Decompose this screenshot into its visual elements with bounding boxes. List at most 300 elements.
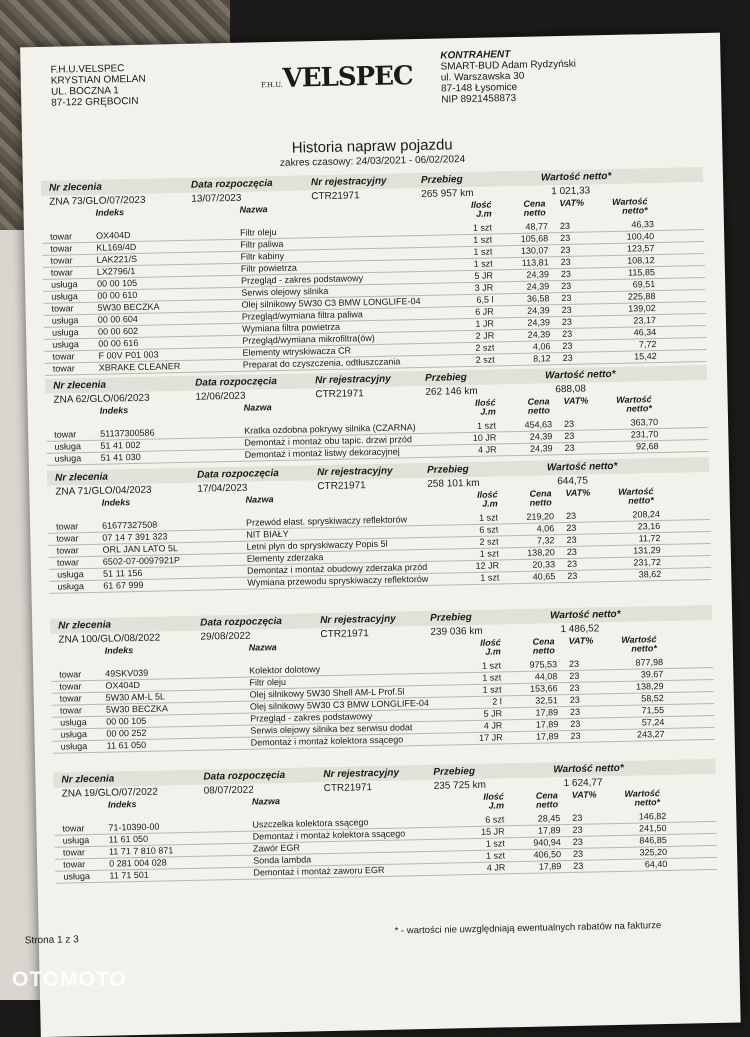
price-header: Cena netto <box>527 396 550 416</box>
price-header: Cena netto <box>529 488 552 508</box>
item-type: usługa <box>51 291 78 302</box>
item-index: 00 00 252 <box>106 727 147 739</box>
item-value: 138,29 <box>635 680 664 692</box>
item-vat: 23 <box>573 860 584 871</box>
item-index: 71-10390-00 <box>108 821 160 833</box>
item-qty: 1 szt <box>480 572 500 583</box>
item-index: 51 41 030 <box>100 451 141 463</box>
item-vat: 23 <box>560 232 571 244</box>
item-index: 49SKV039 <box>105 667 149 679</box>
item-type: towar <box>50 255 73 266</box>
item-qty: 1 szt <box>482 684 502 695</box>
item-qty: 6 JR <box>475 306 494 317</box>
item-value: 225,88 <box>627 291 656 302</box>
item-qty: 4 JR <box>477 444 497 455</box>
item-name: Przewód elast. spryskiwaczy reflektorów <box>245 514 408 528</box>
item-vat: 23 <box>572 824 583 835</box>
item-qty: 1 szt <box>476 420 497 431</box>
item-type: usługa <box>52 339 79 350</box>
item-name: Kolektor dolotowy <box>249 664 321 676</box>
order-total: 1 624,77 <box>563 777 603 790</box>
item-index: 5W30 BECZKA <box>105 703 169 715</box>
item-type: usługa <box>63 871 91 882</box>
item-type: usługa <box>51 315 79 326</box>
order-number: ZNA 100/GLO/08/2022 <box>58 632 161 646</box>
index-header: Indeks <box>104 645 134 656</box>
order-number: ZNA 73/GLO/07/2023 <box>49 194 146 208</box>
item-value: 39,67 <box>640 668 664 680</box>
item-index: 51137300586 <box>100 427 155 439</box>
item-type: usługa <box>50 279 78 290</box>
item-vat: 23 <box>560 244 571 256</box>
item-index: LX2796/1 <box>96 265 136 277</box>
page-number: Strona 1 z 3 <box>24 934 79 947</box>
item-qty: 1 JR <box>475 318 495 329</box>
item-name: Olej silnikowy 5W30 Shell AM-L Prof.5l <box>249 686 405 700</box>
value-header: Wartość netto* <box>618 486 654 506</box>
footnote: * - wartości nie uwzględniają ewentualnych rabatów na fakturze <box>394 920 662 937</box>
item-name: Filtr powietrza <box>240 262 297 274</box>
vat-header: VAT% <box>565 487 591 499</box>
item-type: towar <box>63 859 86 870</box>
item-index: 11 61 050 <box>106 739 147 751</box>
item-value: 231,70 <box>630 429 659 440</box>
item-value: 325,20 <box>639 846 668 858</box>
start-date: 08/07/2022 <box>203 784 254 797</box>
item-index: 11 61 050 <box>108 833 149 845</box>
item-value: 71,55 <box>641 704 665 716</box>
vat-header: VAT% <box>559 197 585 209</box>
item-price: 406,50 <box>533 849 562 860</box>
item-type: towar <box>62 847 86 858</box>
item-type: towar <box>62 823 85 834</box>
item-vat: 23 <box>566 558 578 569</box>
start-date-label: Data rozpoczęcia <box>190 178 273 191</box>
item-price: 138,20 <box>527 547 555 558</box>
item-index: F 00V P01 003 <box>98 349 159 361</box>
item-type: towar <box>50 267 73 278</box>
item-index: LAK221/S <box>96 253 138 265</box>
item-name: Przegląd - zakres podstawowy <box>240 273 364 286</box>
net-value-label: Wartość netto* <box>544 368 616 382</box>
start-date-label: Data rozpoczęcia <box>196 468 279 481</box>
item-type: towar <box>49 231 73 242</box>
item-qty: 1 szt <box>482 672 502 683</box>
item-price: 24,39 <box>527 305 550 316</box>
item-price: 32,51 <box>535 695 558 706</box>
item-type: towar <box>56 521 79 532</box>
item-vat: 23 <box>566 534 577 545</box>
item-qty: 15 JR <box>480 826 505 837</box>
item-value: 23,16 <box>637 521 661 532</box>
item-type: usługa <box>54 441 82 452</box>
item-vat: 23 <box>569 694 580 705</box>
item-vat: 23 <box>566 522 577 533</box>
item-name: Filtr kabiny <box>240 250 285 262</box>
item-vat: 23 <box>564 430 575 442</box>
item-qty: 1 szt <box>472 222 493 233</box>
price-header: Cena netto <box>532 636 555 656</box>
item-qty: 1 szt <box>485 850 506 861</box>
item-name: Przegląd - zakres podstawowy <box>250 711 373 724</box>
registration-number: CTR21971 <box>323 782 373 795</box>
order-total: 1 021,33 <box>551 185 591 198</box>
item-vat: 23 <box>561 316 573 328</box>
item-vat: 23 <box>569 658 580 669</box>
item-price: 17,89 <box>535 719 559 730</box>
item-index: OX404D <box>95 230 131 241</box>
item-index: 07 14 7 391 323 <box>102 531 168 543</box>
item-qty: 2 JR <box>475 330 495 341</box>
item-value: 243,27 <box>636 728 665 740</box>
item-value: 846,85 <box>639 834 667 846</box>
item-type: towar <box>52 351 75 362</box>
item-index: 6502-07-0097921P <box>102 555 181 567</box>
registration-number: CTR21971 <box>317 480 366 493</box>
mileage-label: Przebieg <box>426 464 469 476</box>
item-price: 24,39 <box>526 281 550 292</box>
order-number: ZNA 62/GLO/06/2023 <box>53 392 150 406</box>
item-value: 92,68 <box>635 441 659 452</box>
mileage: 239 036 km <box>430 625 483 638</box>
item-price: 113,81 <box>521 257 549 268</box>
item-vat: 23 <box>569 670 580 681</box>
item-value: 64,40 <box>644 858 668 870</box>
name-header: Nazwa <box>245 494 274 505</box>
qty-header: Ilość J.m <box>480 637 501 657</box>
item-value: 231,72 <box>633 557 662 568</box>
item-price: 105,68 <box>520 233 549 244</box>
item-index: 00 00 602 <box>97 325 139 337</box>
item-vat: 23 <box>560 256 571 268</box>
mileage: 262 146 km <box>425 385 478 398</box>
item-price: 153,66 <box>529 683 558 694</box>
item-value: 115,85 <box>627 267 656 278</box>
item-vat: 23 <box>561 292 572 304</box>
item-name: Wymiana filtra powietrza <box>241 321 341 334</box>
item-vat: 23 <box>564 442 575 454</box>
item-price: 24,39 <box>527 317 551 328</box>
item-type: towar <box>59 669 82 680</box>
item-price: 8,12 <box>533 353 551 364</box>
vat-header: VAT% <box>571 789 597 800</box>
item-qty: 1 szt <box>473 234 493 245</box>
item-value: 108,12 <box>627 255 655 266</box>
item-qty: 2 szt <box>479 536 499 547</box>
item-name: Olej silnikowy 5W30 C3 BMW LONGLIFE-04 <box>241 296 421 310</box>
repair-order <box>41 167 707 376</box>
mileage-label: Przebieg <box>430 611 472 624</box>
page-title: Historia napraw pojazdu <box>291 136 453 157</box>
item-type: usługa <box>57 569 84 580</box>
item-index: 5W30 AM-L 5L <box>105 691 166 703</box>
item-price: 24,39 <box>529 431 553 442</box>
start-date: 29/08/2022 <box>200 630 251 643</box>
qty-header: Ilość J.m <box>476 489 498 509</box>
net-value-label: Wartość netto* <box>540 170 612 184</box>
item-price: 4,06 <box>532 341 551 352</box>
item-price: 454,63 <box>524 419 553 430</box>
item-price: 7,32 <box>536 535 555 546</box>
item-qty: 1 szt <box>479 548 499 559</box>
item-name: Olej silnikowy 5W30 C3 BMW LONGLIFE-04 <box>249 697 430 712</box>
item-name: Filtr oleju <box>239 227 277 238</box>
item-price: 48,77 <box>525 221 549 232</box>
item-name: Demontaż i montaż kolektora ssącego <box>252 828 406 842</box>
item-price: 130,07 <box>520 245 549 256</box>
item-value: 100,40 <box>626 231 655 242</box>
item-index: 00 00 610 <box>97 289 138 301</box>
item-type: usługa <box>62 835 90 846</box>
item-qty: 1 szt <box>485 838 505 849</box>
contractor-address: KONTRAHENT SMART-BUD Adam Rydzyński ul. Warszawska 30 87-148 Łysomice NIP 8921458873 <box>440 49 577 106</box>
item-type: usługa <box>51 327 79 338</box>
start-date-label: Data rozpoczęcia <box>200 615 282 629</box>
item-name: Demontaż i montaż kolektora ssącego <box>250 734 404 748</box>
item-price: 40,65 <box>532 571 556 582</box>
start-date-label: Data rozpoczęcia <box>203 769 286 783</box>
item-vat: 23 <box>572 812 583 823</box>
item-vat: 23 <box>570 718 581 729</box>
item-index: 0 281 004 028 <box>109 857 167 869</box>
item-index: 00 00 105 <box>106 715 147 727</box>
item-price: 24,39 <box>526 269 550 280</box>
net-value-label: Wartość netto* <box>553 762 624 776</box>
item-name: Elementy zderzaka <box>246 552 324 564</box>
item-price: 17,89 <box>535 707 559 718</box>
item-vat: 23 <box>560 268 572 280</box>
item-value: 46,33 <box>631 219 655 230</box>
item-vat: 23 <box>562 352 573 364</box>
name-header: Nazwa <box>251 796 281 807</box>
item-index: 11 71 7 810 871 <box>108 845 174 857</box>
item-type: usługa <box>54 453 82 464</box>
item-vat: 23 <box>570 730 581 741</box>
mileage: 235 725 km <box>433 779 487 792</box>
item-type: towar <box>56 557 79 568</box>
item-name: Filtr oleju <box>249 676 287 688</box>
item-value: 877,98 <box>635 656 664 668</box>
item-value: 46,34 <box>633 327 657 338</box>
net-value-label: Wartość netto* <box>549 608 621 622</box>
item-value: 38,62 <box>638 569 662 580</box>
item-value: 58,52 <box>641 692 664 704</box>
item-vat: 23 <box>561 280 572 292</box>
item-qty: 5 JR <box>474 270 494 281</box>
item-qty: 2 l <box>492 696 502 707</box>
item-qty: 1 szt <box>473 258 493 269</box>
order-total: 688,08 <box>555 383 587 396</box>
index-header: Indeks <box>107 799 137 810</box>
item-qty: 5 JR <box>483 708 503 719</box>
repair-order <box>53 759 717 884</box>
price-header: Cena netto <box>523 198 546 218</box>
index-header: Indeks <box>95 207 125 218</box>
item-value: 241,50 <box>638 822 667 834</box>
item-value: 139,02 <box>628 303 656 314</box>
item-price: 24,39 <box>527 329 551 340</box>
item-name: Serwis olejowy silnika <box>241 285 329 298</box>
item-type: towar <box>56 533 79 544</box>
item-type: towar <box>59 693 82 704</box>
item-type: towar <box>50 243 73 254</box>
company-address: F.H.U.VELSPEC KRYSTIAN OMELAN UL. BOCZNA 1 87-122 GRĘBOCIN <box>50 63 146 109</box>
item-price: 17,89 <box>537 825 561 836</box>
item-value: 146,82 <box>638 810 667 822</box>
item-value: 57,24 <box>641 716 665 728</box>
item-index: KL169/4D <box>96 241 137 253</box>
item-price: 17,89 <box>538 861 562 872</box>
date-range: zakres czasowy: 24/03/2021 - 06/02/2024 <box>279 154 466 169</box>
item-index: OX404D <box>105 679 141 691</box>
item-qty: 6,5 l <box>476 294 494 305</box>
item-name: Kratka ozdobna pokrywy silnika (CZARNA) <box>244 422 416 436</box>
item-index: XBRAKE CLEANER <box>98 361 181 373</box>
item-index: 61677327508 <box>102 519 158 531</box>
item-value: 208,24 <box>632 509 661 520</box>
item-price: 28,45 <box>537 813 561 824</box>
reg-no-label: Nr rejestracyjny <box>310 175 387 189</box>
qty-header: Ilość J.m <box>475 397 496 417</box>
item-qty: 1 szt <box>478 512 499 523</box>
item-name: Zawór EGR <box>252 842 301 854</box>
item-name: Elementy wtryskiwacza CR <box>242 345 352 358</box>
order-total: 1 486,52 <box>560 623 600 636</box>
item-index: 00 00 604 <box>97 313 138 325</box>
item-price: 975,53 <box>529 659 558 670</box>
item-value: 69,51 <box>632 279 656 290</box>
name-header: Nazwa <box>239 204 268 215</box>
item-price: 17,89 <box>535 731 559 742</box>
reg-no-label: Nr rejestracyjny <box>316 465 393 479</box>
value-header: Wartość netto* <box>616 394 652 414</box>
item-value: 15,42 <box>634 351 657 362</box>
item-qty: 4 JR <box>486 862 506 873</box>
item-index: 61 67 999 <box>103 579 144 591</box>
item-price: 940,94 <box>533 837 561 848</box>
item-name: Przegląd/wymiana mikrofiltra(ów) <box>242 332 375 346</box>
item-index: 51 41 002 <box>100 439 141 451</box>
item-type: towar <box>51 303 74 314</box>
qty-header: Ilość J.m <box>483 791 505 811</box>
item-name: Serwis olejowy silnika bez serwisu dodat <box>250 722 413 736</box>
item-value: 131,29 <box>633 545 661 556</box>
item-qty: 17 JR <box>479 732 503 743</box>
item-index: 00 00 105 <box>96 277 138 289</box>
repair-order <box>50 605 715 754</box>
item-type: towar <box>56 545 79 556</box>
registration-number: CTR21971 <box>320 628 369 641</box>
item-type: towar <box>54 429 77 440</box>
item-type: towar <box>59 705 83 716</box>
item-name: Letni płyn do spryskiwaczy Popis 5l <box>246 538 388 552</box>
name-header: Nazwa <box>243 402 272 413</box>
item-price: 44,08 <box>534 671 558 682</box>
item-vat: 23 <box>562 328 573 340</box>
item-qty: 2 szt <box>475 342 495 353</box>
order-no-label: Nr zlecenia <box>48 181 102 194</box>
item-vat: 23 <box>569 682 580 693</box>
order-no-label: Nr zlecenia <box>58 619 112 632</box>
item-qty: 10 JR <box>472 432 497 443</box>
qty-header: Ilość J.m <box>470 199 492 219</box>
item-qty: 1 szt <box>473 246 493 257</box>
item-name: Przegląd/wymiana filtra paliwa <box>241 309 363 322</box>
item-vat: 23 <box>561 304 572 316</box>
item-vat: 23 <box>565 510 577 521</box>
order-no-label: Nr zlecenia <box>54 471 109 484</box>
repair-history-document <box>20 33 741 1037</box>
item-vat: 23 <box>563 418 575 430</box>
mileage-label: Przebieg <box>420 174 463 186</box>
item-price: 20,33 <box>532 559 556 570</box>
item-type: usługa <box>57 581 85 592</box>
company-logo: F.H.U.VELSPEC <box>260 61 414 94</box>
start-date: 12/06/2023 <box>195 390 246 403</box>
item-vat: 23 <box>572 836 583 847</box>
order-no-label: Nr zlecenia <box>53 379 107 392</box>
repair-order <box>45 365 709 466</box>
item-index: 5W30 BECZKA <box>97 301 160 313</box>
item-index: 11 71 501 <box>109 869 149 881</box>
item-value: 11,72 <box>638 533 661 544</box>
item-name: Demontaż i montaż obudowy zderzaka przód <box>246 561 428 576</box>
order-number: ZNA 19/GLO/07/2022 <box>61 786 158 800</box>
item-price: 4,06 <box>536 523 555 534</box>
value-header: Wartość netto* <box>621 634 657 654</box>
reg-no-label: Nr rejestracyjny <box>320 613 396 627</box>
item-vat: 23 <box>562 340 573 352</box>
item-name: Wymiana przewodu spryskiwaczy reflektorów <box>247 573 429 588</box>
item-qty: 6 szt <box>479 524 499 535</box>
order-no-label: Nr zlecenia <box>61 773 115 786</box>
item-qty: 4 JR <box>483 720 503 731</box>
mileage-label: Przebieg <box>424 372 467 384</box>
item-value: 23,17 <box>633 315 657 326</box>
item-vat: 23 <box>567 570 578 581</box>
item-name: Demontaż i montaż zaworu EGR <box>253 864 385 878</box>
item-type: usługa <box>60 741 88 752</box>
item-qty: 6 szt <box>485 814 505 825</box>
item-name: Preparat do czyszczenia, odtłuszczania <box>242 356 401 370</box>
net-value-label: Wartość netto* <box>546 460 618 474</box>
item-name: Demontaż i montaż listwy dekoracyjnej <box>244 446 400 460</box>
item-qty: 12 JR <box>475 560 500 571</box>
item-type: usługa <box>60 717 87 728</box>
item-name: Filtr paliwa <box>240 238 284 250</box>
item-index: ORL JAN LATO 5L <box>102 543 179 555</box>
order-number: ZNA 71/GLO/04/2023 <box>55 484 152 498</box>
index-header: Indeks <box>99 405 129 416</box>
start-date: 13/07/2023 <box>191 192 242 205</box>
item-price: 36,58 <box>526 293 550 304</box>
repair-order <box>47 457 711 594</box>
registration-number: CTR21971 <box>311 190 360 203</box>
item-qty: 3 JR <box>474 282 494 293</box>
order-total: 644,75 <box>557 475 588 488</box>
item-value: 363,70 <box>630 417 659 428</box>
item-name: Uszczelka kolektora ssącego <box>252 817 369 830</box>
price-header: Cena netto <box>535 790 559 810</box>
mileage: 265 957 km <box>421 187 474 200</box>
value-header: Wartość netto* <box>624 788 661 808</box>
index-header: Indeks <box>101 497 131 508</box>
registration-number: CTR21971 <box>315 388 364 401</box>
item-value: 7,72 <box>638 339 657 350</box>
item-vat: 23 <box>566 546 577 557</box>
item-qty: 1 szt <box>482 660 502 671</box>
mileage-label: Przebieg <box>433 765 476 778</box>
